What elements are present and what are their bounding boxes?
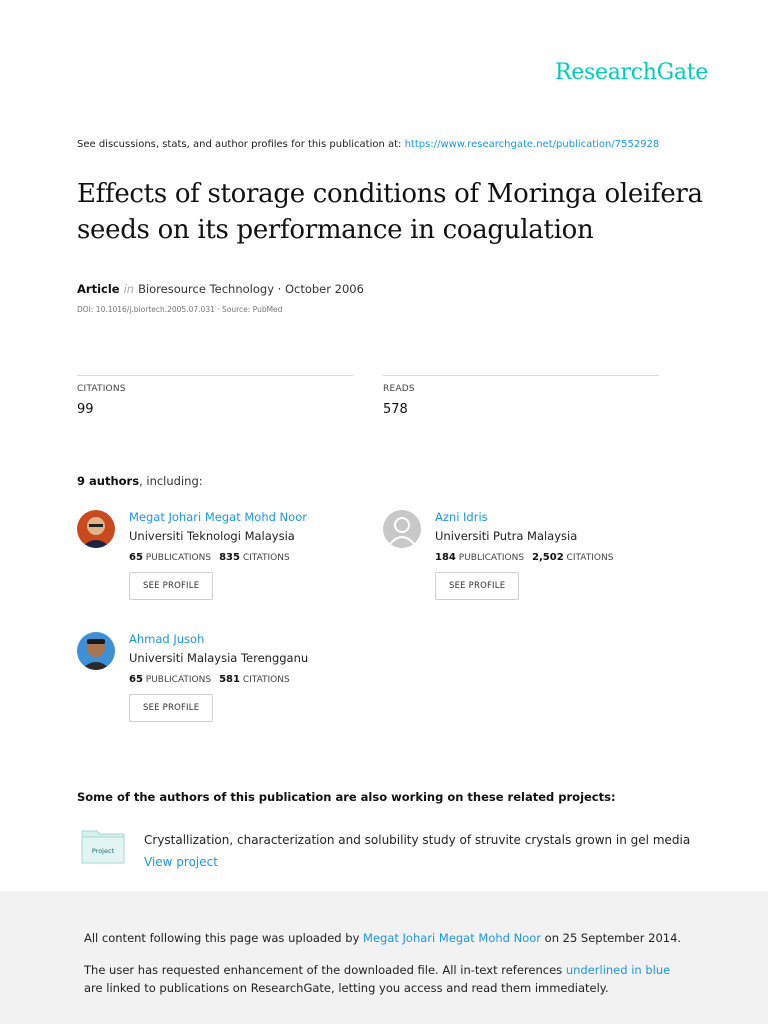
citations-label: CITATIONS [77,384,126,394]
author-name-link[interactable]: Azni Idris [435,510,488,524]
publications-count: 65 [129,552,143,563]
author-stats [129,552,307,563]
underlined-link[interactable]: underlined in blue [565,963,671,977]
author-name-link[interactable]: Megat Johari Megat Mohd Noor [129,510,307,524]
publication-type: Article [77,282,120,296]
citations-count: 99 [77,402,94,417]
journal-date[interactable]: Bioresource Technology · October 2006 [138,282,364,296]
reads-count: 578 [383,402,408,417]
citations-label: CITATIONS [242,553,290,563]
upload-footer [0,891,768,1024]
view-project-link[interactable]: View project [144,855,218,869]
author-avatar[interactable] [77,510,115,548]
discussion-prefix: See discussions, stats, and author profiles for this publication at: [77,139,402,150]
uploader-link[interactable]: Megat Johari Megat Mohd Noor [363,931,541,945]
author-avatar[interactable] [383,510,421,548]
in-label: in [123,282,135,296]
researchgate-logo[interactable]: ResearchGate [555,60,708,85]
publications-count: 65 [129,674,143,685]
enhancement-suffix: are linked to publications on ResearchGate, letting you access and read them immediately. [84,981,609,995]
author-institution: Universiti Putra Malaysia [435,529,578,543]
see-profile-button[interactable]: SEE PROFILE [129,694,213,722]
author-institution: Universiti Malaysia Terengganu [129,651,309,665]
project-title: Crystallization, characterization and solubility study of struvite crystals grown in gel media [144,833,691,847]
author-info [435,510,613,600]
reads-label: READS [383,384,415,394]
author-institution: Universiti Teknologi Malaysia [129,529,295,543]
upload-date: on 25 September 2014. [544,931,682,945]
publications-label: PUBLICATIONS [145,553,212,563]
see-profile-button[interactable]: SEE PROFILE [129,572,213,600]
authors-count: 9 authors [77,474,140,488]
folder-icon [81,828,125,864]
reads-stat [383,375,659,417]
upload-prefix: All content following this page was uploaded by [84,931,360,945]
enhancement-prefix: The user has requested enhancement of the downloaded file. All in-text references [84,963,563,977]
citations-count: 2,502 [532,552,564,563]
citations-label: CITATIONS [242,675,290,685]
citations-count: 835 [219,552,240,563]
authors-header [77,474,203,488]
project-description [144,829,704,873]
author-photo-icon [77,510,115,548]
discussion-line [77,139,659,150]
publication-url-link[interactable]: https://www.researchgate.net/publication/7552928 [404,139,660,150]
default-avatar-icon [383,510,421,548]
author-name-link[interactable]: Ahmad Jusoh [129,632,205,646]
see-profile-button[interactable]: SEE PROFILE [435,572,519,600]
citations-stat [77,375,353,417]
citations-label: CITATIONS [566,553,614,563]
upload-info [84,931,681,945]
project-folder-icon[interactable] [81,828,125,864]
publications-label: PUBLICATIONS [458,553,525,563]
related-projects-header: Some of the authors of this publication are also working on these related projects: [77,790,616,804]
author-info [129,632,308,722]
publication-meta [77,282,364,296]
project-icon-label: Project [91,847,115,855]
publications-label: PUBLICATIONS [145,675,212,685]
author-avatar[interactable] [77,632,115,670]
publication-title: Effects of storage conditions of Moringa oleifera seeds on its performance in coagulation [77,179,703,245]
author-stats [435,552,613,563]
author-info [129,510,307,600]
author-photo-icon [77,632,115,670]
author-stats [129,674,308,685]
enhancement-note [84,961,704,997]
doi-source: DOI: 10.1016/j.biortech.2005.07.031 · Source: PubMed [77,305,283,314]
authors-suffix: , including: [139,474,203,488]
citations-count: 581 [219,674,240,685]
publications-count: 184 [435,552,456,563]
